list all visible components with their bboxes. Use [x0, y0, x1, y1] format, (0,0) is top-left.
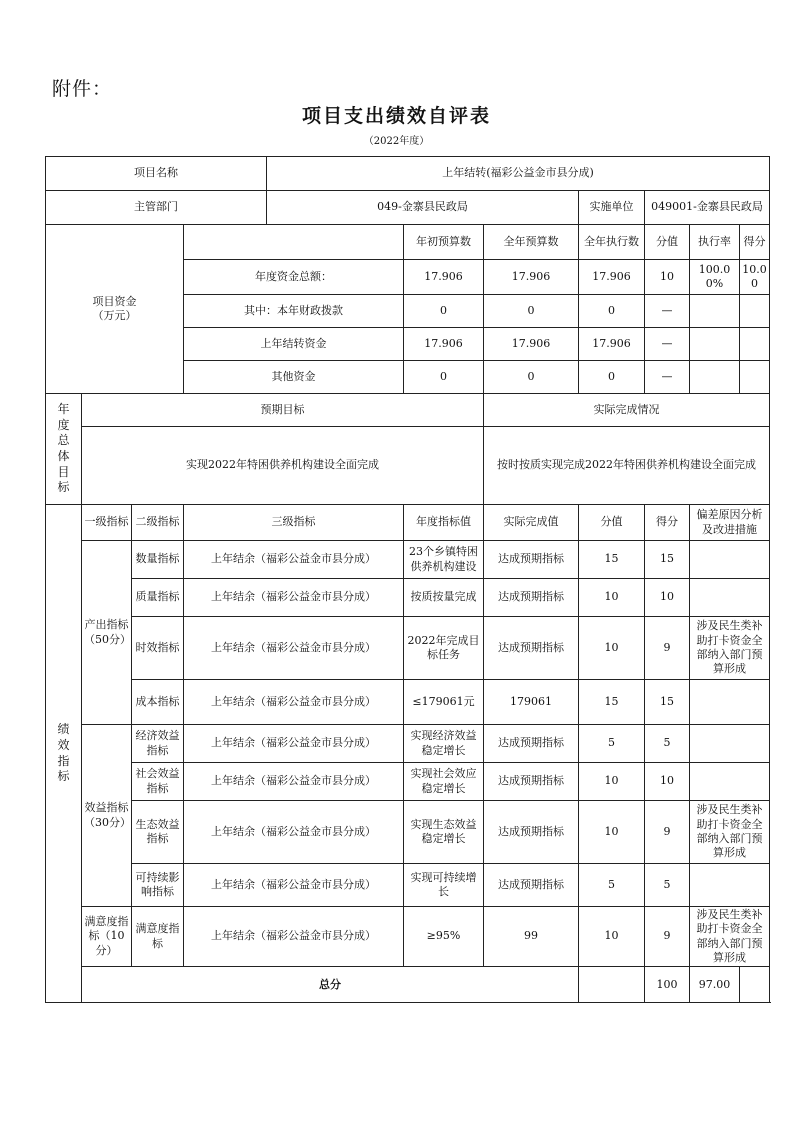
funds-executed: 0 — [579, 295, 645, 328]
funds-executed: 0 — [579, 361, 645, 394]
indicator-score: 10 — [645, 579, 690, 617]
indicator-target: 实现生态效益稳定增长 — [404, 801, 484, 864]
indicator-score-value: 10 — [579, 801, 645, 864]
indicator-level1: 效益指标 （30分） — [82, 725, 132, 907]
indicator-actual: 达成预期指标 — [484, 541, 579, 579]
indicator-level3: 上年结余（福彩公益金市县分成） — [184, 579, 404, 617]
unit-value: 049001-金寨县民政局 — [645, 191, 770, 225]
funds-score-value: — — [645, 328, 690, 361]
indicator-score-value: 5 — [579, 725, 645, 763]
indicator-score-value: 10 — [579, 579, 645, 617]
funds-rate — [690, 295, 740, 328]
indicator-row — [46, 541, 770, 579]
funds-row-label: 其中：本年财政拨款 — [184, 295, 404, 328]
goals-label: 年 度 总 体 目 标 — [46, 394, 82, 505]
funds-header-annual: 全年预算数 — [484, 225, 579, 260]
funds-label: 项目资金 （万元） — [46, 225, 184, 394]
indicator-score: 9 — [645, 907, 690, 967]
funds-annual: 17.906 — [484, 328, 579, 361]
indicator-target: 2022年完成目标任务 — [404, 617, 484, 680]
indicator-note — [690, 763, 770, 801]
indicator-level2: 可持续影响指标 — [132, 864, 184, 907]
funds-initial: 0 — [404, 295, 484, 328]
funds-row-label: 其他资金 — [184, 361, 404, 394]
indicator-level2: 质量指标 — [132, 579, 184, 617]
indicators-header-target: 年度指标值 — [404, 505, 484, 541]
funds-header-blank — [184, 225, 404, 260]
funds-score-value: 10 — [645, 260, 690, 295]
evaluation-table — [45, 156, 770, 1003]
funds-header-rate: 执行率 — [690, 225, 740, 260]
indicator-score-value: 15 — [579, 680, 645, 725]
funds-header-score-value: 分值 — [645, 225, 690, 260]
indicators-header-row — [46, 505, 770, 541]
funds-row-label: 年度资金总额： — [184, 260, 404, 295]
indicator-actual: 179061 — [484, 680, 579, 725]
indicators-header-level1: 一级指标 — [82, 505, 132, 541]
funds-header-row — [46, 225, 770, 260]
funds-executed: 17.906 — [579, 328, 645, 361]
department-label: 主管部门 — [46, 191, 267, 225]
page-title: 项目支出绩效自评表 — [301, 105, 491, 127]
total-score-value: 100 — [645, 967, 690, 1003]
indicator-actual: 达成预期指标 — [484, 617, 579, 680]
unit-label: 实施单位 — [579, 191, 645, 225]
total-row — [46, 967, 770, 1003]
page-subtitle: （2022年度） — [363, 136, 430, 147]
indicator-level1: 满意度指标（10分） — [82, 907, 132, 967]
indicator-row — [46, 907, 770, 967]
project-name-row — [46, 157, 770, 191]
goals-actual: 按时按质实现完成2022年特困供养机构建设全面完成 — [484, 427, 770, 505]
indicator-score: 10 — [645, 763, 690, 801]
funds-score: 10.00 — [740, 260, 770, 295]
funds-initial: 17.906 — [404, 260, 484, 295]
indicator-actual: 达成预期指标 — [484, 864, 579, 907]
funds-rate: 100.00% — [690, 260, 740, 295]
goals-actual-header: 实际完成情况 — [484, 394, 770, 427]
indicator-row — [46, 864, 770, 907]
funds-annual: 17.906 — [484, 260, 579, 295]
indicators-header-score: 得分 — [645, 505, 690, 541]
goals-expected: 实现2022年特困供养机构建设全面完成 — [82, 427, 484, 505]
indicator-row — [46, 801, 770, 864]
indicator-score-value: 10 — [579, 617, 645, 680]
indicator-note: 涉及民生类补助打卡资金全部纳入部门预算形成 — [690, 617, 770, 680]
indicator-target: ≥95% — [404, 907, 484, 967]
total-actual-blank — [579, 967, 645, 1003]
indicator-target: 按质按量完成 — [404, 579, 484, 617]
indicator-note: 涉及民生类补助打卡资金全部纳入部门预算形成 — [690, 801, 770, 864]
indicator-actual: 达成预期指标 — [484, 725, 579, 763]
indicator-score: 5 — [645, 725, 690, 763]
indicator-level2: 社会效益指标 — [132, 763, 184, 801]
indicator-row — [46, 763, 770, 801]
indicator-level3: 上年结余（福彩公益金市县分成） — [184, 763, 404, 801]
department-value: 049-金寨县民政局 — [267, 191, 579, 225]
project-name-label: 项目名称 — [46, 157, 267, 191]
indicator-score: 9 — [645, 617, 690, 680]
indicator-note — [690, 864, 770, 907]
indicator-note — [690, 725, 770, 763]
funds-executed: 17.906 — [579, 260, 645, 295]
indicator-note: 涉及民生类补助打卡资金全部纳入部门预算形成 — [690, 907, 770, 967]
indicator-actual: 达成预期指标 — [484, 579, 579, 617]
total-note-blank — [740, 967, 770, 1003]
indicator-target: 23个乡镇特困供养机构建设 — [404, 541, 484, 579]
indicator-level2: 满意度指标 — [132, 907, 184, 967]
indicator-target: 实现可持续增长 — [404, 864, 484, 907]
indicator-level3: 上年结余（福彩公益金市县分成） — [184, 864, 404, 907]
indicators-label: 绩 效 指 标 — [46, 505, 82, 1003]
funds-score — [740, 328, 770, 361]
total-label: 总分 — [82, 967, 579, 1003]
indicator-level1: 产出指标 （50分） — [82, 541, 132, 725]
indicator-level3: 上年结余（福彩公益金市县分成） — [184, 617, 404, 680]
indicator-level2: 生态效益指标 — [132, 801, 184, 864]
goals-expected-header: 预期目标 — [82, 394, 484, 427]
indicator-level2: 经济效益指标 — [132, 725, 184, 763]
indicators-header-level3: 三级指标 — [184, 505, 404, 541]
indicator-score: 15 — [645, 541, 690, 579]
indicator-level3: 上年结余（福彩公益金市县分成） — [184, 801, 404, 864]
indicator-level3: 上年结余（福彩公益金市县分成） — [184, 541, 404, 579]
indicator-actual: 达成预期指标 — [484, 801, 579, 864]
indicator-note — [690, 541, 770, 579]
indicators-header-actual: 实际完成值 — [484, 505, 579, 541]
funds-row-label: 上年结转资金 — [184, 328, 404, 361]
indicator-row — [46, 617, 770, 680]
goals-content-row — [46, 427, 770, 505]
funds-annual: 0 — [484, 361, 579, 394]
indicator-level3: 上年结余（福彩公益金市县分成） — [184, 680, 404, 725]
indicator-note — [690, 680, 770, 725]
indicator-target: 实现社会效应稳定增长 — [404, 763, 484, 801]
goals-header-row — [46, 394, 770, 427]
funds-score-value: — — [645, 295, 690, 328]
indicators-header-note: 偏差原因分析及改进措施 — [690, 505, 770, 541]
funds-initial: 17.906 — [404, 328, 484, 361]
indicator-level2: 时效指标 — [132, 617, 184, 680]
indicator-score: 9 — [645, 801, 690, 864]
indicators-header-score-value: 分值 — [579, 505, 645, 541]
indicator-level2: 数量指标 — [132, 541, 184, 579]
indicator-score-value: 5 — [579, 864, 645, 907]
indicator-row — [46, 680, 770, 725]
indicator-score: 15 — [645, 680, 690, 725]
indicator-row — [46, 579, 770, 617]
funds-annual: 0 — [484, 295, 579, 328]
indicator-actual: 99 — [484, 907, 579, 967]
indicator-score: 5 — [645, 864, 690, 907]
funds-rate — [690, 361, 740, 394]
total-score: 97.00 — [690, 967, 740, 1003]
funds-header-score: 得分 — [740, 225, 770, 260]
indicator-level3: 上年结余（福彩公益金市县分成） — [184, 907, 404, 967]
indicator-target: 实现经济效益稳定增长 — [404, 725, 484, 763]
indicator-score-value: 10 — [579, 763, 645, 801]
project-name-value: 上年结转(福彩公益金市县分成) — [267, 157, 770, 191]
funds-header-initial: 年初预算数 — [404, 225, 484, 260]
indicator-level3: 上年结余（福彩公益金市县分成） — [184, 725, 404, 763]
funds-score — [740, 361, 770, 394]
funds-initial: 0 — [404, 361, 484, 394]
indicator-level2: 成本指标 — [132, 680, 184, 725]
indicator-score-value: 10 — [579, 907, 645, 967]
indicator-row — [46, 725, 770, 763]
department-row — [46, 191, 770, 225]
funds-score — [740, 295, 770, 328]
indicators-header-level2: 二级指标 — [132, 505, 184, 541]
indicator-score-value: 15 — [579, 541, 645, 579]
indicator-note — [690, 579, 770, 617]
indicator-target: ≤179061元 — [404, 680, 484, 725]
funds-score-value: — — [645, 361, 690, 394]
funds-header-executed: 全年执行数 — [579, 225, 645, 260]
attachment-label: 附件： — [52, 78, 113, 100]
funds-rate — [690, 328, 740, 361]
indicator-actual: 达成预期指标 — [484, 763, 579, 801]
